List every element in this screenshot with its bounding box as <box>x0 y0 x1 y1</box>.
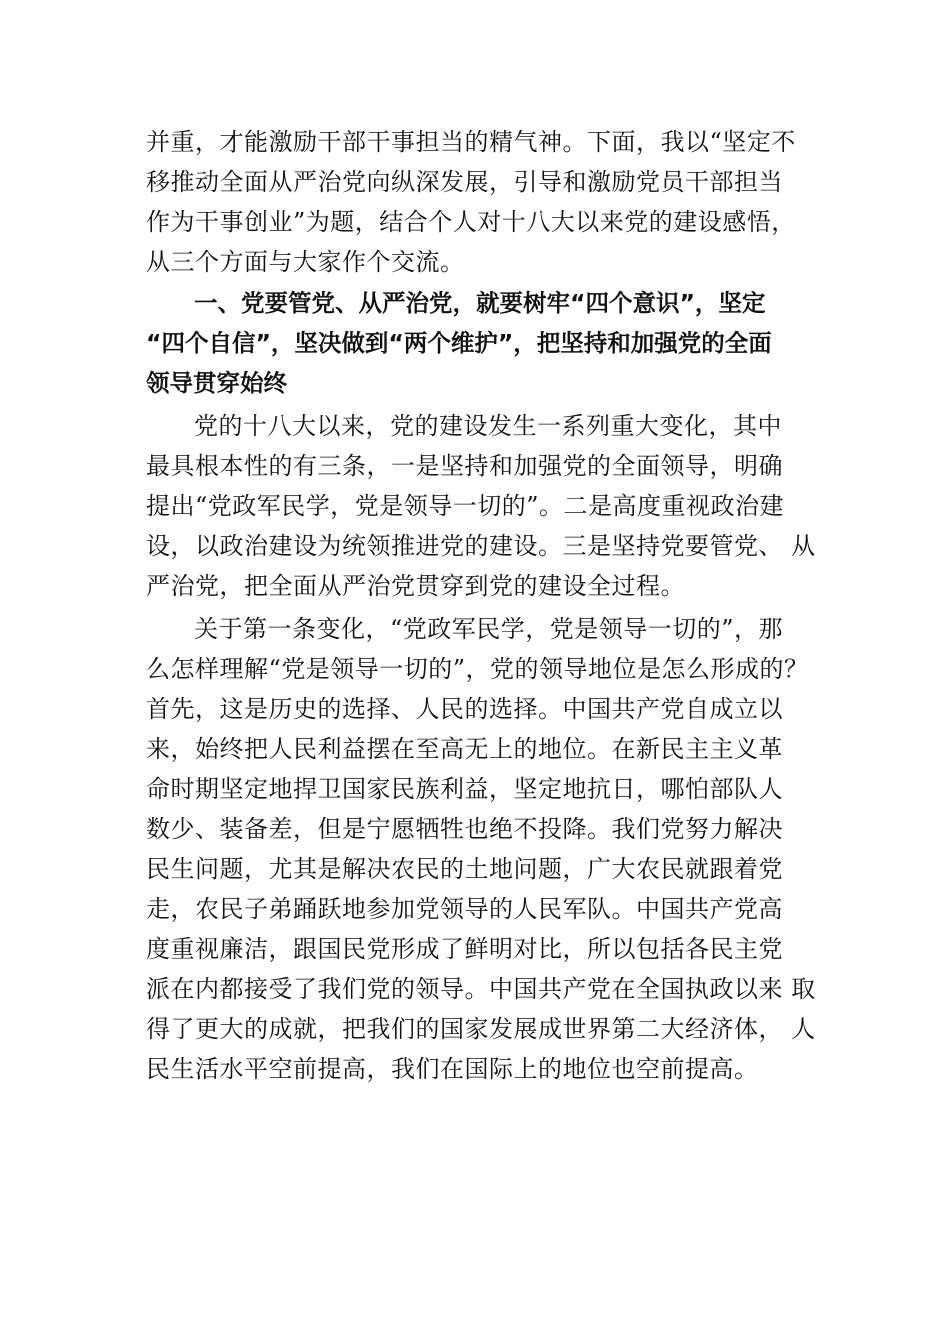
text-line: 最具根本性的有三条，一是坚持和加强党的全面领导，明确 <box>146 452 783 480</box>
text-line: 首先，这是历史的选择、人民的选择。中国共产党自成立以 <box>146 695 783 723</box>
text-line: 从三个方面与大家作个交流。 <box>146 248 465 276</box>
text-line: 关于第一条变化，“党政军民学，党是领导一切的”，那 <box>194 615 784 643</box>
text-line: 党的十八大以来，党的建设发生一系列重大变化，其中 <box>194 412 782 440</box>
intro-paragraph <box>146 122 836 282</box>
text-line: 民生活水平空前提高，我们在国际上的地位也空前提高。 <box>146 1055 759 1083</box>
text-line: 得了更大的成就，把我们的国家发展成世界第二大经济体， 人 <box>146 1015 816 1043</box>
text-line: 走，农民子弟踊跃地参加党领导的人民军队。中国共产党高 <box>146 895 783 923</box>
text-line: 民生问题，尤其是解决农民的土地问题，广大农民就跟着党 <box>146 855 783 883</box>
text-line: 派在内都接受了我们党的领导。中国共产党在全国执政以来 取 <box>146 975 816 1003</box>
text-line: 度重视廉洁，跟国民党形成了鲜明对比，所以包括各民主党 <box>146 935 783 963</box>
body-paragraph-2 <box>146 609 836 1089</box>
text-line: 数少、装备差，但是宁愿牺牲也绝不投降。我们党努力解决 <box>146 815 783 843</box>
heading-line: 领导贯穿始终 <box>146 369 287 397</box>
text-line: 提出“党政军民学，党是领导一切的”。二是高度重视政治建 <box>146 492 785 520</box>
text-line: 设，以政治建设为统领推进党的建设。三是坚持党要管党、 从 <box>146 532 816 560</box>
body-paragraph-1 <box>146 406 836 606</box>
heading-line: 一、党要管党、从严治党，就要树牢“四个意识”，坚定 <box>194 289 766 317</box>
text-line: 作为干事创业”为题，结合个人对十八大以来党的建设感悟， <box>146 208 796 236</box>
section-1-heading <box>146 283 836 403</box>
text-line: 命时期坚定地捍卫国家民族利益，坚定地抗日，哪怕部队人 <box>146 775 783 803</box>
text-line: 并重，才能激励干部干事担当的精气神。下面，我以“坚定不 <box>146 128 796 156</box>
text-line: 移推动全面从严治党向纵深发展，引导和激励党员干部担当 <box>146 168 783 196</box>
text-line: 严治党，把全面从严治党贯穿到党的建设全过程。 <box>146 572 685 600</box>
text-line: 么怎样理解“党是领导一切的”，党的领导地位是怎么形成的？ <box>146 655 809 683</box>
text-line: 来，始终把人民利益摆在至高无上的地位。在新民主主义革 <box>146 735 783 763</box>
heading-line: “四个自信”，坚决做到“两个维护”，把坚持和加强党的全面 <box>146 329 772 357</box>
